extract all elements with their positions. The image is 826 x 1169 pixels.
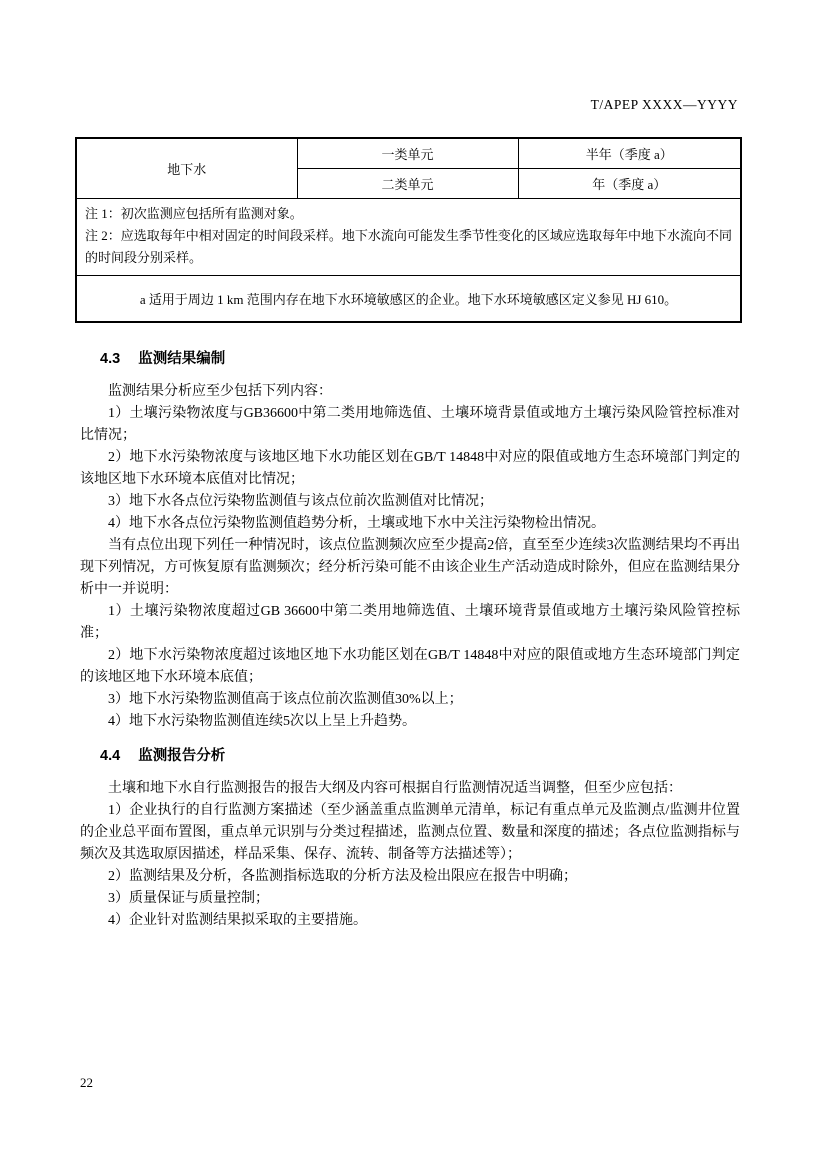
list-item: 2）地下水污染物浓度与该地区地下水功能区划在GB/T 14848中对应的限值或地方生态环境部门判定的该地区地下水环境本底值对比情况； bbox=[80, 450, 740, 487]
section-4-4 bbox=[80, 745, 740, 932]
list-item: 4）地下水污染物监测值连续5次以上呈上升趋势。 bbox=[108, 714, 416, 729]
table-row bbox=[76, 276, 741, 323]
list-item: 2）监测结果及分析，各监测指标选取的分析方法及检出限应在报告中明确； bbox=[108, 869, 577, 884]
document-body bbox=[80, 348, 740, 932]
list-item: 1）土壤污染物浓度超过GB 36600中第二类用地筛选值、土壤环境背景值或地方土壤污染风险管控标准； bbox=[80, 604, 740, 641]
table-cell-freq-2: 年（季度 a） bbox=[518, 169, 741, 199]
list-item: 3）地下水污染物监测值高于该点位前次监测值30%以上； bbox=[108, 692, 463, 707]
section-4-3-heading bbox=[100, 348, 740, 370]
section-number: 4.3 bbox=[100, 351, 121, 367]
page-number: 22 bbox=[80, 1075, 93, 1090]
section-4-4-heading bbox=[100, 745, 740, 767]
section-title: 监测报告分析 bbox=[138, 748, 226, 764]
section-number: 4.4 bbox=[100, 748, 121, 764]
table-footnote: a 适用于周边 1 km 范围内存在地下水环境敏感区的企业。地下水环境敏感区定义参见 HJ 610。 bbox=[76, 276, 741, 323]
list-item: 4）企业针对监测结果拟采取的主要措施。 bbox=[108, 913, 367, 928]
monitoring-frequency-table bbox=[75, 137, 742, 323]
table-cell-groundwater: 地下水 bbox=[76, 138, 297, 199]
table-note-2: 注 2：应选取每年中相对固定的时间段采样。地下水流向可能发生季节性变化的区域应选取每年中地下水流向不同的时间段分别采样。 bbox=[85, 228, 732, 266]
list-item: 3）地下水各点位污染物监测值与该点位前次监测值对比情况； bbox=[108, 494, 493, 509]
paragraph: 土壤和地下水自行监测报告的报告大纲及内容可根据自行监测情况适当调整，但至少应包括： bbox=[108, 781, 682, 796]
table-notes bbox=[76, 199, 741, 276]
paragraph: 当有点位出现下列任一种情况时，该点位监测频次应至少提高2倍，直至至少连续3次监测结果均不再出现下列情况，方可恢复原有监测频次；经分析污染可能不由该企业生产活动造成时除外，但应在监测结果分析中一并说明： bbox=[80, 538, 740, 597]
table-row bbox=[76, 138, 741, 169]
paragraph: 监测结果分析应至少包括下列内容： bbox=[108, 384, 332, 399]
list-item: 4）地下水各点位污染物监测值趋势分析，土壤或地下水中关注污染物检出情况。 bbox=[108, 516, 605, 531]
table-cell-unit-2: 二类单元 bbox=[297, 169, 518, 199]
doc-code: T/APEP XXXX—YYYY bbox=[590, 97, 738, 112]
list-item: 3）质量保证与质量控制； bbox=[108, 891, 269, 906]
list-item: 1）企业执行的自行监测方案描述（至少涵盖重点监测单元清单，标记有重点单元及监测点/监测井位置的企业总平面布置图，重点单元识别与分类过程描述，监测点位置、数量和深度的描述；各点位监测指标与频次及其选取原因描述，样品采集、保存、流转、制备等方法描述等）； bbox=[80, 803, 740, 862]
table-cell-unit-1: 一类单元 bbox=[297, 138, 518, 169]
list-item: 1）土壤污染物浓度与GB36600中第二类用地筛选值、土壤环境背景值或地方土壤污染风险管控标准对比情况； bbox=[80, 406, 740, 443]
table-row bbox=[76, 199, 741, 276]
section-4-3 bbox=[80, 348, 740, 733]
section-title: 监测结果编制 bbox=[138, 351, 226, 367]
table-note-1: 注 1：初次监测应包括所有监测对象。 bbox=[85, 206, 303, 221]
list-item: 2）地下水污染物浓度超过该地区地下水功能区划在GB/T 14848中对应的限值或地方生态环境部门判定的该地区地下水环境本底值； bbox=[80, 648, 740, 685]
table-cell-freq-1: 半年（季度 a） bbox=[518, 138, 741, 169]
